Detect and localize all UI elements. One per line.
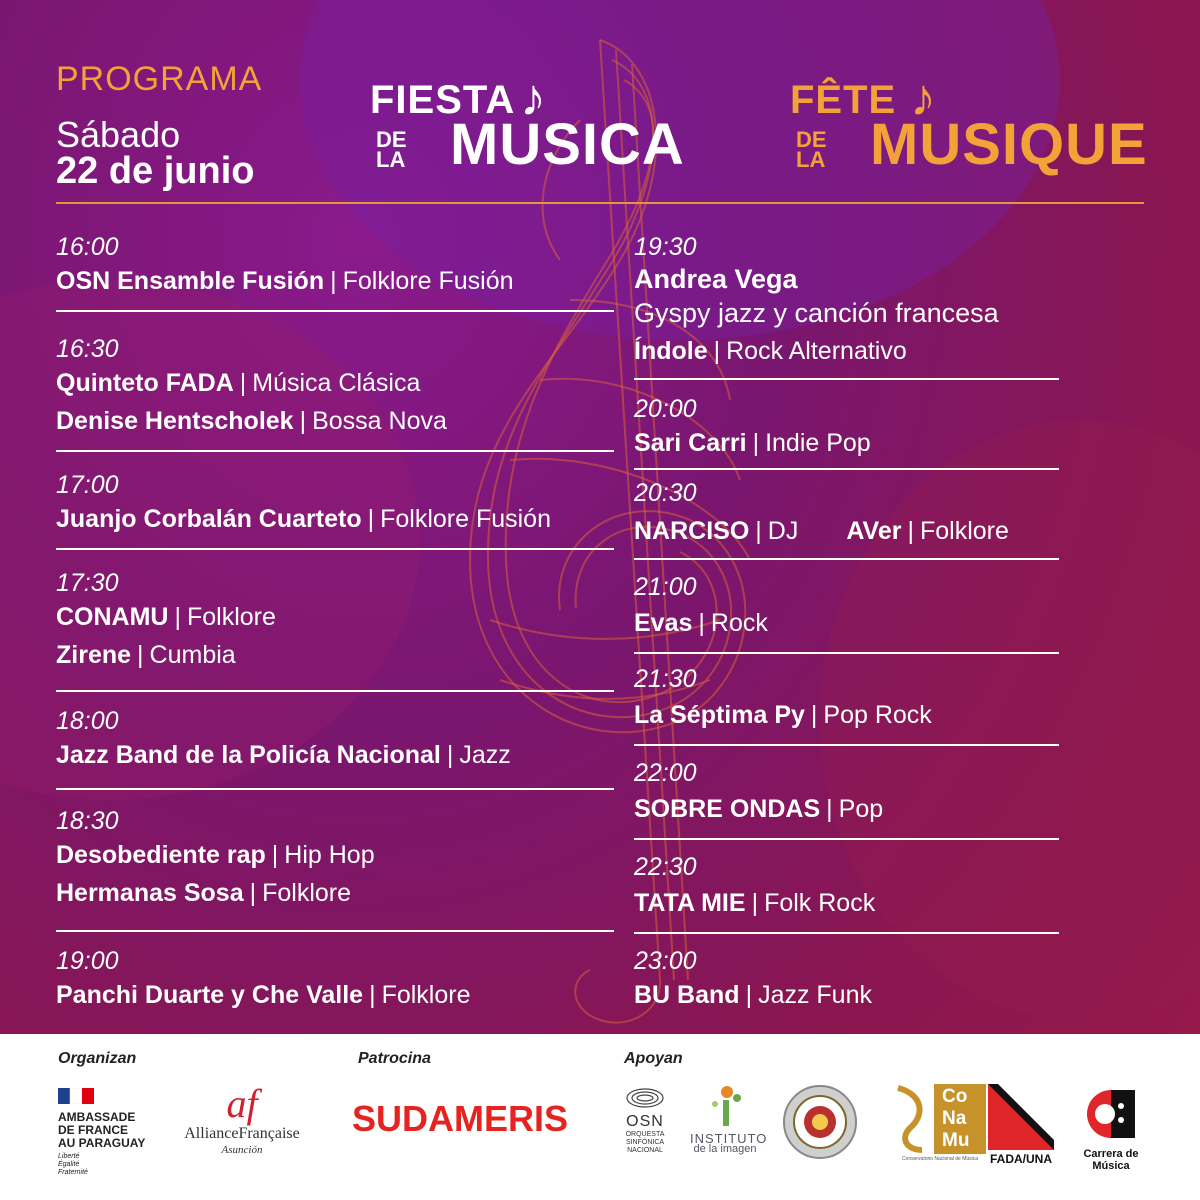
slot-time: 17:00 [56, 471, 119, 499]
act-line: Panchi Duarte y Che Valle | Folklore [56, 981, 471, 1009]
conamu-letters: Co Na Mu [942, 1086, 970, 1151]
logo-es-line2: DE LA [376, 127, 407, 172]
slot-2130 [634, 664, 932, 734]
slot-1730 [56, 568, 276, 674]
slot-divider [56, 548, 614, 550]
af-city: Asunción [221, 1144, 263, 1156]
act-line: SOBRE ONDAS | Pop [634, 795, 884, 823]
logo-fr-line3: MUSIQUE [870, 112, 1148, 177]
conamu-logo [892, 1084, 988, 1164]
fete-de-la-musique-logo [790, 69, 1150, 180]
slot-divider [56, 690, 614, 692]
slot-time: 22:30 [634, 853, 697, 881]
osn-swirl-icon [625, 1086, 665, 1110]
act-line: OSN Ensamble Fusión | Folklore Fusión [56, 267, 514, 295]
slot-2200 [634, 758, 883, 828]
act-line: Denise Hentscholek | Bossa Nova [56, 407, 447, 435]
slot-divider [634, 378, 1059, 380]
logo-fr-line1: FÊTE [790, 78, 897, 122]
slot-1800 [56, 706, 511, 774]
act-line: Desobediente rap | Hip Hop [56, 841, 375, 869]
day-label: Sábado [56, 114, 181, 155]
slot-time: 20:00 [634, 395, 697, 423]
organizan-label: Organizan [58, 1050, 137, 1067]
act-line: Evas | Rock [634, 609, 768, 637]
act-line: Quinteto FADA | Música Clásica [56, 369, 421, 397]
slot-time: 21:30 [634, 665, 697, 693]
slot-divider [634, 652, 1059, 654]
slot-time: 16:30 [56, 335, 119, 363]
instituto-imagen-logo: INSTITUTO de la imagen [690, 1084, 760, 1155]
sudameris-logo: SUDAMERIS [352, 1098, 569, 1139]
act-line: Índole | Rock Alternativo [634, 337, 907, 365]
slot-time: 18:30 [56, 807, 119, 835]
french-flag-icon [58, 1088, 94, 1104]
act-line: NARCISO | DJ AVer | Folklore [634, 517, 1009, 545]
slot-2300 [634, 946, 872, 1014]
act-line: TATA MIE | Folk Rock [634, 889, 876, 917]
date-label: 22 de junio [56, 150, 255, 192]
carrera-de-musica-logo: Carrera de Música [1078, 1084, 1144, 1180]
slot-1600 [56, 232, 514, 300]
logo-es-line1: FIESTA [370, 78, 516, 122]
fiesta-de-la-musica-logo [370, 69, 710, 180]
slot-2030 [634, 478, 1009, 550]
ambassade-motto: Liberté Égalité Fraternité [58, 1153, 88, 1176]
act-line: La Séptima Py | Pop Rock [634, 701, 932, 729]
alliance-francaise-logo [180, 1081, 304, 1156]
af-mark: af [226, 1081, 258, 1126]
slot-divider [56, 788, 614, 790]
slot-divider [56, 450, 614, 452]
programa-label: PROGRAMA [56, 60, 263, 98]
slot-1630 [56, 334, 447, 440]
act-line: CONAMU | Folklore [56, 603, 276, 631]
logo-fr-line2: DE LA [796, 127, 827, 172]
header-divider [56, 202, 1144, 204]
slot-2230 [634, 852, 875, 922]
act-line: BU Band | Jazz Funk [634, 981, 872, 1009]
conamu-caption: Conservatorio Nacional de Música [901, 1156, 979, 1162]
slot-divider [56, 310, 614, 312]
slot-divider [634, 558, 1059, 560]
slot-2100 [634, 572, 768, 642]
slot-time: 17:30 [56, 569, 119, 597]
apoyan-label: Apoyan [624, 1050, 683, 1067]
act-name: Andrea Vega [634, 264, 798, 294]
slot-time: 19:00 [56, 947, 119, 975]
slot-divider [634, 838, 1059, 840]
instituto-figure-icon [705, 1084, 745, 1130]
act-line: Jazz Band de la Policía Nacional | Jazz [56, 741, 511, 769]
af-name: AllianceFrançaise [184, 1125, 300, 1142]
slot-time: 19:30 [634, 233, 697, 261]
slot-divider [634, 744, 1059, 746]
slot-time: 23:00 [634, 947, 697, 975]
slot-1900 [56, 946, 471, 1014]
slot-divider [634, 468, 1059, 470]
slot-time: 16:00 [56, 233, 119, 261]
slot-time: 21:00 [634, 573, 697, 601]
fada-mark-icon [988, 1084, 1054, 1150]
slot-1700 [56, 470, 551, 538]
slot-time: 18:00 [56, 707, 119, 735]
fada-una-logo: FADA/UNA [988, 1084, 1054, 1170]
logo-es-line3: MUSICA [450, 112, 685, 177]
act-line: Sari Carri | Indie Pop [634, 429, 871, 457]
patrocina-label: Patrocina [358, 1050, 431, 1067]
slot-2000 [634, 394, 871, 462]
policia-nacional-badge-icon [780, 1082, 860, 1162]
act-line: Hermanas Sosa | Folklore [56, 879, 352, 907]
slot-divider [56, 930, 614, 932]
act-line: Zirene | Cumbia [56, 641, 236, 669]
act-description: Gyspy jazz y canción francesa [634, 298, 999, 328]
ambassade-logo: AMBASSADE DE FRANCE AU PARAGUAY Liberté Égalité Fraternité [58, 1088, 168, 1177]
bass-clef-icon [1081, 1084, 1141, 1144]
slot-divider [634, 932, 1059, 934]
slot-1930 [634, 232, 999, 370]
slot-time: 22:00 [634, 759, 697, 787]
sponsors-footer [0, 1034, 1200, 1200]
osn-logo: OSN ORQUESTA SINFÓNICA NACIONAL [620, 1086, 670, 1155]
slot-1830 [56, 806, 375, 912]
act-line: Juanjo Corbalán Cuarteto | Folklore Fusión [56, 505, 551, 533]
slot-time: 20:30 [634, 479, 697, 507]
music-note-icon: ♪ [910, 69, 936, 127]
music-note-icon: ♪ [520, 69, 546, 127]
